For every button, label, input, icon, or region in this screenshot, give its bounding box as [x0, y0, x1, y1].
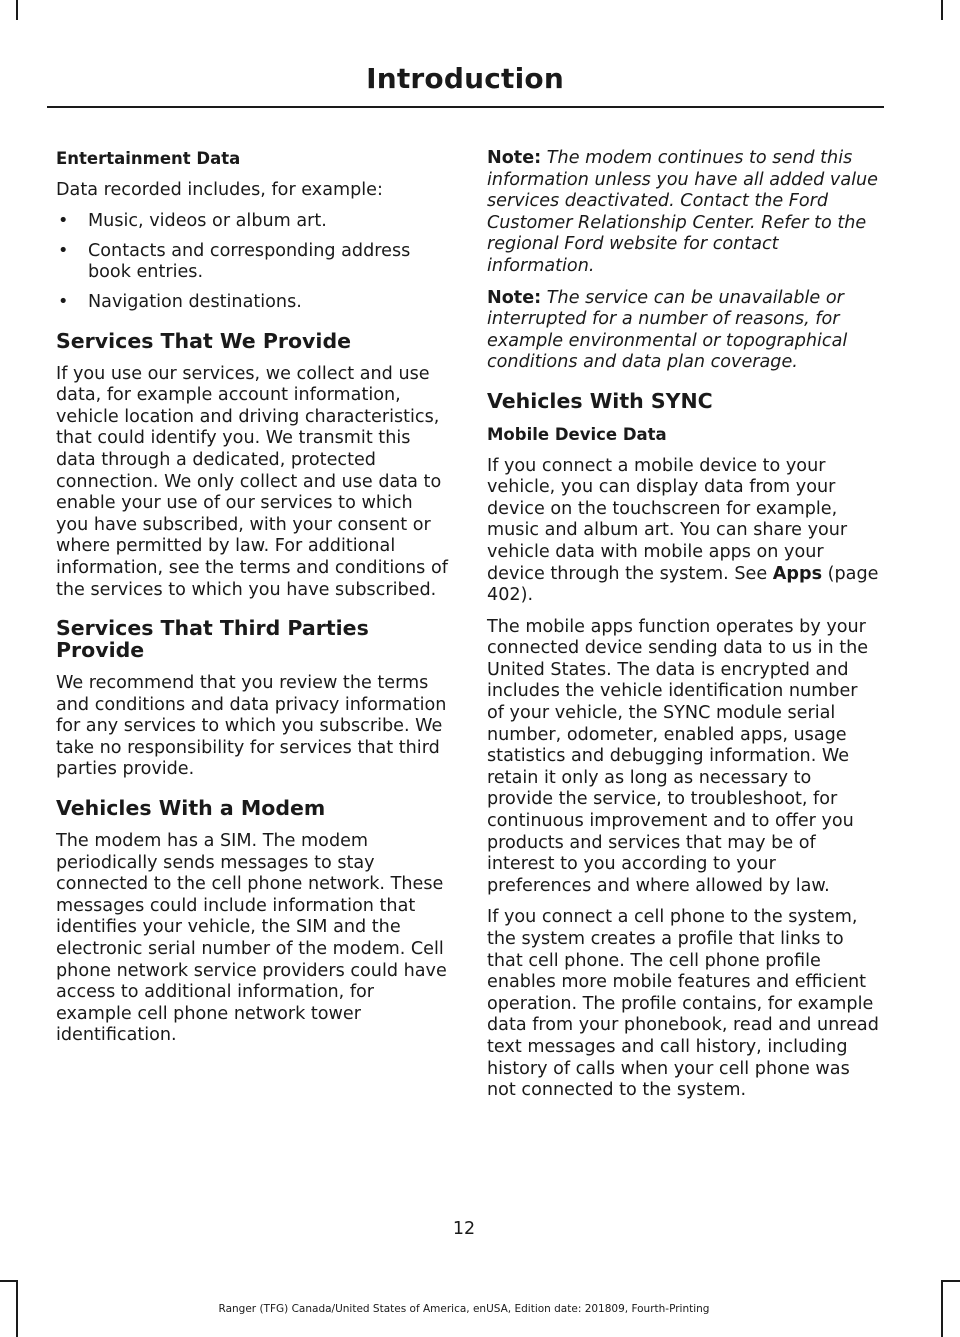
apps-page-reference: (page 402). [487, 563, 879, 606]
crop-mark-top-right [941, 0, 943, 20]
mobile-apps-text: The mobile apps function operates by your connected device sending data to us in the United States. The data is encrypted and includes the vehicle identification number of your vehicle, the SYNC module serial number, odometer, enabled apps, usage statistics and debugging information. We retain it only as long as necessary to provide the service, to troubleshoot, for continuous improvement and to offer you products and services that may be of interest to you according to your preferences and where allowed by law. [487, 616, 869, 896]
service-note [487, 288, 879, 374]
note-label: Note: [487, 148, 542, 168]
vehicles-with-sync-heading: Vehicles With SYNC [487, 388, 713, 413]
entertainment-intro: Data recorded includes, for example: [56, 179, 383, 200]
note-label: Note: [487, 287, 542, 308]
apps-reference-link[interactable]: Apps [772, 563, 823, 584]
mobile-device-text [487, 456, 879, 607]
third-party-services-heading: Services That Third Parties Provide [56, 616, 369, 663]
entertainment-data-heading: Entertainment Data [56, 149, 241, 168]
entertainment-bullet-list [56, 211, 448, 313]
services-we-provide-text: If you use our services, we collect and use data, for example account information, vehicle location and driving characteristics, that could identify you. We transmit this data through a dedicated, protected connection. We only collect and use data to enable your use of our services to which you have subscribed, with your consent or where permitted by law. For additional information, see the terms and conditions of the services to which you have subscribed. [56, 363, 448, 600]
modem-note [487, 148, 879, 278]
services-we-provide-heading: Services That We Provide [56, 328, 352, 353]
page-number: 12 [452, 1219, 476, 1239]
crop-mark-bottom-left-h [0, 1280, 18, 1282]
vehicles-with-modem-heading: Vehicles With a Modem [56, 796, 326, 821]
left-column [56, 148, 448, 1057]
third-party-services-text: We recommend that you review the terms and conditions and data privacy information for any services to which you subscribe. We take no responsibility for services that third parties provide. [56, 673, 447, 780]
note-text: The service can be unavailable or interrupted for a number of reasons, for example environmental or topographical conditions and data plan coverage. [487, 287, 848, 373]
mobile-device-text-body: If you connect a mobile device to your vehicle, you can display data from your device on the touchscreen for example, music and album art. You can share your vehicle data with mobile apps on your device through the system. See [487, 455, 848, 584]
cell-phone-profile-text: If you connect a cell phone to the system, the system creates a profile that links to that cell phone. The cell phone profile enables more mobile features and efficient operation. The profile contains, for example data from your phonebook, read and unread text messages and call history, including history of calls when your cell phone was not connected to the system. [487, 907, 879, 1101]
page-title: Introduction [366, 62, 564, 95]
crop-mark-bottom-right-h [941, 1280, 960, 1282]
mobile-device-data-heading: Mobile Device Data [487, 424, 667, 444]
note-text: The modem continues to send this information unless you have all added value services deactivated. Contact the Ford Customer Relationship Center. Refer to the regional Ford website for contact information. [487, 148, 878, 276]
crop-mark-bottom-right [941, 1280, 943, 1337]
vehicles-with-modem-text: The modem has a SIM. The modem periodically sends messages to stay connected to the cell phone network. These messages could include information that identifies your vehicle, the SIM and the electronic serial number of the modem. Cell phone network service providers could have access to additional information, for example cell phone network tower identification. [56, 831, 447, 1046]
list-item: • Contacts and corresponding address book entries. [56, 241, 448, 284]
crop-mark-top-left [16, 0, 18, 20]
footer-edition-info: Ranger (TFG) Canada/United States of America, enUSA, Edition date: 201809, Fourth-Printing [218, 1303, 710, 1315]
list-item: • Music, videos or album art. [56, 211, 448, 233]
right-column [487, 148, 879, 1112]
list-item: • Navigation destinations. [56, 292, 448, 314]
header-divider [47, 106, 884, 108]
